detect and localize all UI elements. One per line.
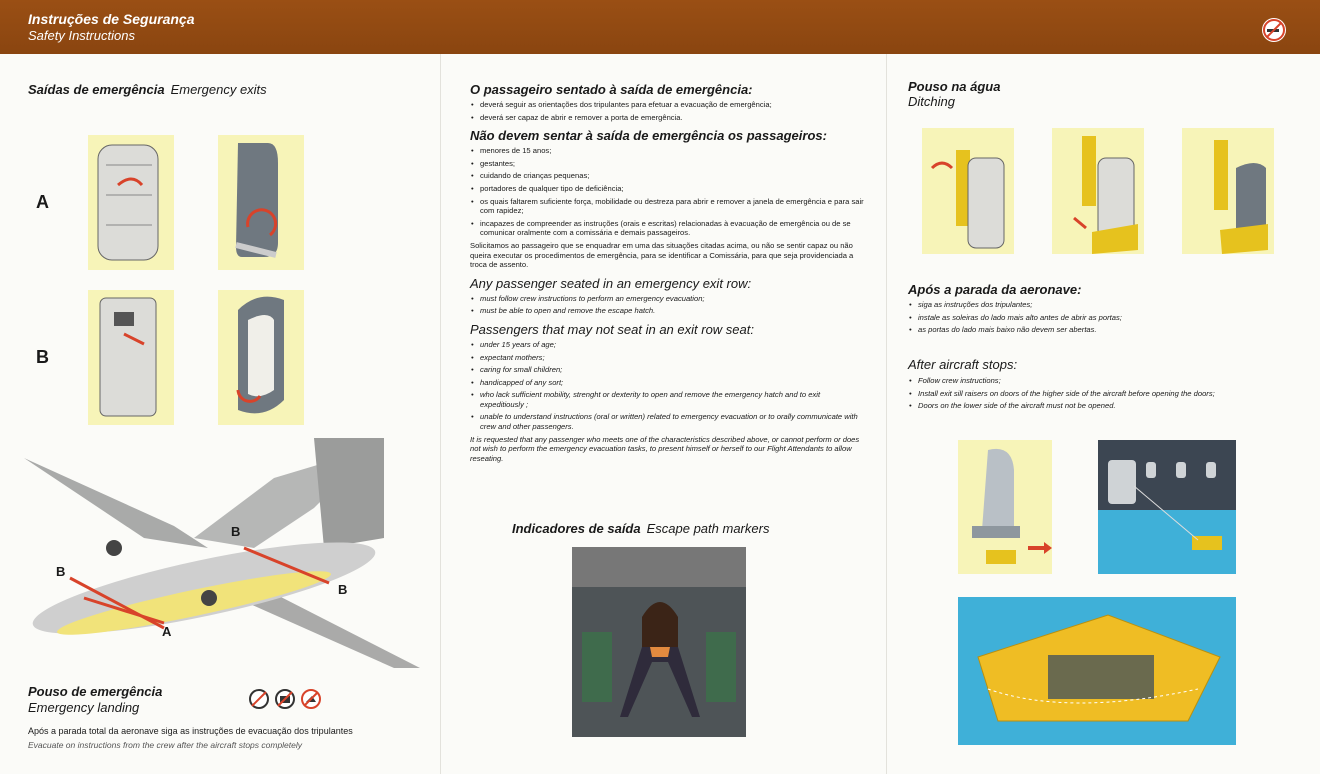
list-item: • os quais faltarem suficiente força, mobilidade ou destreza para abrir e remover a janela de emergência e para sair com rapidez;	[470, 197, 866, 216]
life-vest-under-seat-illustration	[958, 440, 1052, 574]
ditching-title-pt: Pouso na água	[908, 79, 1001, 94]
no-seat-heading-pt: Não devem sentar à saída de emergência os passageiros:	[470, 128, 827, 144]
list-item: • must follow crew instructions to perform an emergency evacuation;	[470, 294, 866, 304]
landing-text-pt: Após a parada total da aeronave siga as instruções de evacuação dos tripulantes	[28, 726, 353, 736]
plane-label-a-bottom: A	[162, 624, 172, 639]
exits-title-en: Emergency exits	[170, 82, 267, 97]
landing-title-en: Emergency landing	[28, 700, 140, 715]
reseat-note-en: It is requested that any passenger who meets one of the characteristics described above, or cannot perform or does not wish to perform the emergency evacuation tasks, to present himself or herself to our Flight Attendants to allow reseating.	[470, 434, 860, 463]
after-stop-heading-pt: Após a parada da aeronave:	[908, 282, 1082, 297]
after-stop-list-en	[908, 376, 1298, 414]
after-stop-heading-en: After aircraft stops:	[908, 357, 1018, 372]
exits-heading	[28, 82, 267, 97]
list-item: • gestantes;	[470, 159, 866, 169]
plane-label-b-top: B	[231, 524, 241, 539]
plane-label-b-left: B	[56, 564, 66, 579]
list-item: • deverá ser capaz de abrir e remover a porta de emergência.	[470, 113, 866, 123]
no-smoking-icon	[1262, 18, 1286, 42]
list-item: • deverá seguir as orientações dos tripulantes para efetuar a evacuação de emergência;	[470, 100, 866, 110]
landing-text-en: Evacuate on instructions from the crew after the aircraft stops completely	[28, 740, 303, 750]
no-high-heels-icon	[300, 688, 322, 715]
raft-deploy-illustration	[1098, 440, 1236, 574]
exit-row-list-en	[470, 294, 866, 316]
list-item: • incapazes de compreender as instruções (orais e escritas) relacionadas à evacuação de emergência ou de se comunicar oralmente com a comissária e demais passageiros.	[470, 219, 866, 238]
list-item: • under 15 years of age;	[470, 340, 866, 350]
markers-title-en: Escape path markers	[646, 521, 770, 536]
plane-label-b-right: B	[338, 582, 348, 597]
list-item: • expectant mothers;	[470, 353, 866, 363]
exit-a-step2-illustration	[218, 135, 304, 270]
ditching-title-en: Ditching	[908, 94, 955, 109]
exit-row-list-pt	[470, 100, 866, 122]
life-raft-illustration	[958, 597, 1236, 745]
no-seat-list-en	[470, 340, 866, 432]
row-label-b: B	[36, 347, 49, 367]
list-item: • handicapped of any sort;	[470, 378, 866, 388]
exit-b-step2-illustration	[218, 290, 304, 425]
landing-icons	[248, 688, 322, 715]
exit-row-heading-pt: O passageiro sentado à saída de emergência:	[470, 82, 753, 97]
ditching-step3-illustration	[1182, 128, 1274, 254]
page-title: Instruções de Segurança	[28, 11, 195, 27]
exit-b-step1-illustration	[88, 290, 174, 425]
no-seat-heading-en: Passengers that may not seat in an exit row seat:	[470, 321, 754, 337]
list-item: • cuidando de crianças pequenas;	[470, 171, 866, 181]
exits-title-pt: Saídas de emergência	[28, 82, 165, 97]
list-item: • as portas do lado mais baixo não devem ser abertas.	[908, 325, 1298, 335]
list-item: • portadores de qualquer tipo de deficiência;	[470, 184, 866, 194]
list-item: • Doors on the lower side of the aircraft must not be opened.	[908, 401, 1298, 411]
list-item: • Follow crew instructions;	[908, 376, 1298, 386]
reseat-note-pt: Solicitamos ao passageiro que se enquadrar em uma das situações citadas acima, ou não se sentir capaz ou não queira executar os procedimentos de emergência, para se identificar a Comissária, para que seja providenciada a troca de assento.	[470, 240, 854, 270]
exit-row-rules	[470, 82, 866, 467]
markers-heading	[512, 521, 769, 536]
list-item: • must be able to open and remove the escape hatch.	[470, 306, 866, 316]
list-item: • siga as instruções dos tripulantes;	[908, 300, 1298, 310]
ditching-step1-illustration	[922, 128, 1014, 254]
markers-title-pt: Indicadores de saída	[512, 521, 641, 536]
landing-title-pt: Pouso de emergência	[28, 684, 163, 699]
no-smoking-icon	[248, 688, 270, 715]
list-item: • unable to understand instructions (oral or written) related to emergency evacuation or to orally communicate with crew and other passengers.	[470, 412, 866, 431]
header-bar	[0, 0, 1320, 54]
escape-path-illustration	[572, 547, 746, 737]
list-item: • menores de 15 anos;	[470, 146, 866, 156]
exit-a-step1-illustration	[88, 135, 174, 270]
no-baggage-icon	[274, 688, 296, 715]
row-label-a: A	[36, 192, 49, 212]
page-subtitle: Safety Instructions	[28, 28, 135, 43]
list-item: • caring for small children;	[470, 365, 866, 375]
after-stop-list-pt	[908, 300, 1298, 338]
exit-row-heading-en: Any passenger seated in an emergency exit row:	[470, 275, 752, 291]
ditching-step2-illustration	[1052, 128, 1144, 254]
aircraft-exits-diagram	[24, 438, 420, 670]
list-item: • Install exit sill raisers on doors of the higher side of the aircraft before opening the doors;	[908, 389, 1298, 399]
list-item: • instale as soleiras do lado mais alto antes de abrir as portas;	[908, 313, 1298, 323]
no-seat-list-pt	[470, 146, 866, 238]
list-item: • who lack sufficient mobility, strenght or dexterity to open and remove the emergency hatch and to exit expeditiously ;	[470, 390, 866, 409]
